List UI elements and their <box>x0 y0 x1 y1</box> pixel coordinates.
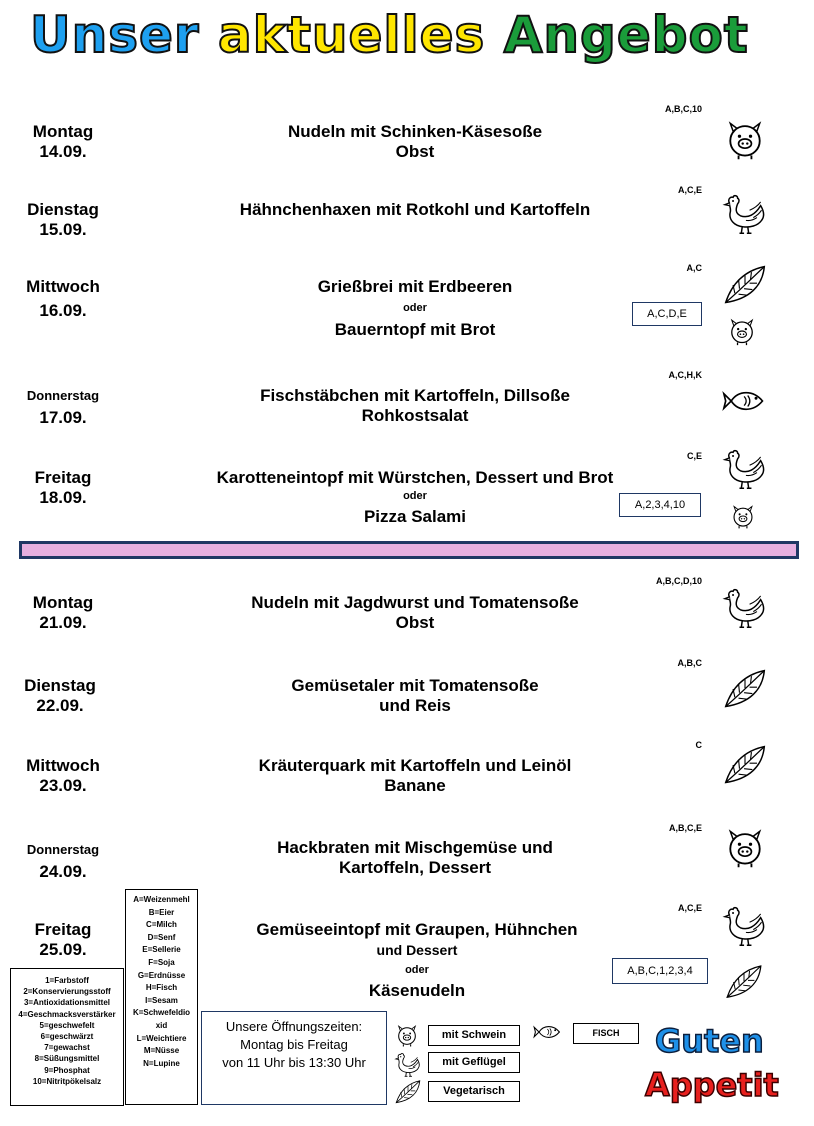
meal-entry <box>135 200 695 220</box>
additive-item: 7=gewachst <box>44 1043 90 1053</box>
pig-icon <box>726 315 758 347</box>
day-date: 18.09. <box>39 488 87 507</box>
day-name: Freitag <box>34 920 92 939</box>
day-label <box>3 122 123 162</box>
additive-item: 5=geschwefelt <box>39 1020 95 1030</box>
allergen-code: C <box>695 740 702 750</box>
day-date: 21.09. <box>39 613 87 632</box>
meal-side: und Dessert <box>376 942 458 958</box>
pig-icon <box>720 824 770 870</box>
chicken-icon <box>720 584 770 630</box>
meal-entry <box>135 756 695 796</box>
closing-line-1: Guten <box>655 1022 764 1060</box>
allergen-item: C=Milch <box>146 920 177 930</box>
meal-entry <box>135 468 695 527</box>
day-date: 25.09. <box>39 940 87 959</box>
day-name: Mittwoch <box>26 756 100 775</box>
oder-label: oder <box>405 964 429 976</box>
day-name: Montag <box>32 122 94 141</box>
allergen-code: A,B,C,E <box>668 823 702 833</box>
allergen-item: A=Weizenmehl <box>133 895 190 904</box>
day-label <box>0 676 120 716</box>
meal-name: Karotteneintopf mit Würstchen, Dessert und Brot <box>216 468 614 487</box>
title-word-3: Angebot <box>503 6 749 64</box>
allergen-item: xid <box>155 1020 168 1030</box>
title-word-2: aktuelles <box>217 6 486 64</box>
meal-side: und Reis <box>379 696 451 715</box>
meal-entry <box>142 920 692 1001</box>
alternative-allergen-code: A,C,D,E <box>632 302 702 326</box>
allergen-code: A,C,E <box>677 903 702 913</box>
opening-hours-title: Unsere Öffnungszeiten: <box>225 1019 363 1034</box>
day-label <box>3 840 123 882</box>
allergen-item: H=Fisch <box>145 983 178 993</box>
chicken-icon <box>720 902 770 948</box>
meal-name: Gemüsetaler mit Tomatensoße <box>291 676 539 695</box>
allergen-code: A,B,C,D,10 <box>655 576 702 586</box>
allergen-item: N=Lupine <box>143 1058 180 1068</box>
allergen-item: M=Nüsse <box>143 1046 180 1056</box>
pig-icon <box>729 502 757 530</box>
day-label <box>3 920 123 960</box>
meal-alternative: Pizza Salami <box>363 507 467 526</box>
meal-alternative: Käsenudeln <box>368 981 466 1000</box>
opening-hours <box>201 1011 387 1105</box>
day-name: Freitag <box>34 468 92 487</box>
day-label <box>3 386 123 428</box>
additive-item: 10=Nitritpökelsalz <box>32 1076 102 1086</box>
meal-side: Obst <box>395 613 435 632</box>
allergen-code: A,C <box>686 263 702 273</box>
additive-item: 2=Konservierungsstoff <box>23 987 111 997</box>
meal-name: Kräuterquark mit Kartoffeln und Leinöl <box>258 756 572 775</box>
chicken-icon <box>720 445 770 491</box>
week-divider <box>19 541 799 559</box>
day-name: Donnerstag <box>26 842 100 857</box>
allergen-item: F=Soja <box>148 957 175 967</box>
allergen-item: D=Senf <box>147 932 176 942</box>
additive-item: 6=geschwärzt <box>40 1032 94 1042</box>
opening-hours-time: von 11 Uhr bis 13:30 Uhr <box>222 1055 366 1070</box>
allergen-item: K=Schwefeldio <box>132 1008 191 1018</box>
title-word-1: Unser <box>30 6 200 64</box>
pig-icon <box>394 1022 420 1048</box>
allergen-item: I=Sesam <box>145 995 178 1005</box>
meal-side: Kartoffeln, Dessert <box>338 858 492 877</box>
day-date: 23.09. <box>39 776 87 795</box>
meal-entry <box>135 838 695 878</box>
day-label <box>3 277 123 321</box>
pig-icon <box>720 116 770 162</box>
leaf-icon <box>720 666 770 712</box>
key-pork: mit Schwein <box>428 1025 520 1046</box>
meal-side: Obst <box>395 142 435 161</box>
oder-label: oder <box>403 302 427 314</box>
additive-item: 8=Süßungsmittel <box>34 1054 100 1064</box>
day-date: 15.09. <box>39 220 87 239</box>
day-label <box>3 200 123 240</box>
page-title <box>30 6 749 64</box>
chicken-icon <box>720 190 770 236</box>
day-label <box>3 756 123 796</box>
additive-item: 1=Farbstoff <box>45 976 89 985</box>
day-name: Montag <box>32 593 94 612</box>
allergen-code: A,B,C <box>677 658 702 668</box>
meal-name: Gemüseeintopf mit Graupen, Hühnchen <box>256 920 578 939</box>
key-vegetarian: Vegetarisch <box>428 1081 520 1102</box>
oder-label: oder <box>403 490 427 502</box>
chicken-icon <box>394 1050 422 1078</box>
day-name: Dienstag <box>27 200 99 219</box>
day-date: 16.09. <box>39 301 87 320</box>
additive-item: 3=Antioxidationsmittel <box>23 998 110 1008</box>
leaf-icon <box>720 262 770 308</box>
meal-name: Grießbrei mit Erdbeeren <box>317 277 513 296</box>
key-fish: FISCH <box>573 1023 639 1044</box>
leaf-icon <box>720 742 770 788</box>
leaf-icon <box>722 962 766 1002</box>
meal-name: Nudeln mit Schinken-Käsesoße <box>287 122 543 141</box>
alternative-allergen-code: A,2,3,4,10 <box>619 493 701 517</box>
allergen-item: B=Eier <box>148 907 175 917</box>
fish-icon <box>720 378 770 424</box>
meal-side: Rohkostsalat <box>361 406 469 425</box>
allergen-code: A,B,C,10 <box>664 104 702 114</box>
allergen-item: L=Weichtiere <box>136 1033 187 1043</box>
meal-entry <box>135 676 695 716</box>
day-label <box>3 468 123 508</box>
day-date: 24.09. <box>39 862 87 881</box>
opening-hours-days: Montag bis Freitag <box>240 1037 348 1052</box>
day-date: 14.09. <box>39 142 87 161</box>
allergen-code: A,C,H,K <box>668 370 702 380</box>
allergens-legend <box>125 889 198 1105</box>
closing-line-2: Appetit <box>645 1066 779 1104</box>
leaf-icon <box>394 1078 422 1106</box>
allergen-item: G=Erdnüsse <box>137 970 186 980</box>
key-poultry: mit Geflügel <box>428 1052 520 1073</box>
day-date: 22.09. <box>36 696 84 715</box>
day-name: Donnerstag <box>26 388 100 403</box>
day-label <box>3 593 123 633</box>
allergen-code: A,C,E <box>677 185 702 195</box>
meal-name: Fischstäbchen mit Kartoffeln, Dillsoße <box>260 386 570 405</box>
additive-item: 9=Phosphat <box>44 1065 90 1075</box>
meal-side: Banane <box>384 776 446 795</box>
day-name: Mittwoch <box>26 277 100 296</box>
additive-item: 4=Geschmacksverstärker <box>18 1009 116 1019</box>
fish-icon <box>528 1017 568 1047</box>
day-date: 17.09. <box>39 408 87 427</box>
additives-legend <box>10 968 124 1106</box>
meal-entry <box>135 386 695 426</box>
meal-alternative: Bauerntopf mit Brot <box>334 320 496 339</box>
meal-name: Hähnchenhaxen mit Rotkohl und Kartoffeln <box>239 200 591 219</box>
meal-name: Nudeln mit Jagdwurst und Tomatensoße <box>251 593 579 612</box>
allergen-item: E=Sellerie <box>142 945 181 955</box>
meal-entry <box>135 277 695 340</box>
allergen-code: C,E <box>686 451 702 461</box>
meal-name: Hackbraten mit Mischgemüse und <box>277 838 553 857</box>
alternative-allergen-code: A,B,C,1,2,3,4 <box>612 958 708 984</box>
meal-entry <box>135 593 695 633</box>
meal-entry <box>135 122 695 162</box>
day-name: Dienstag <box>24 676 96 695</box>
